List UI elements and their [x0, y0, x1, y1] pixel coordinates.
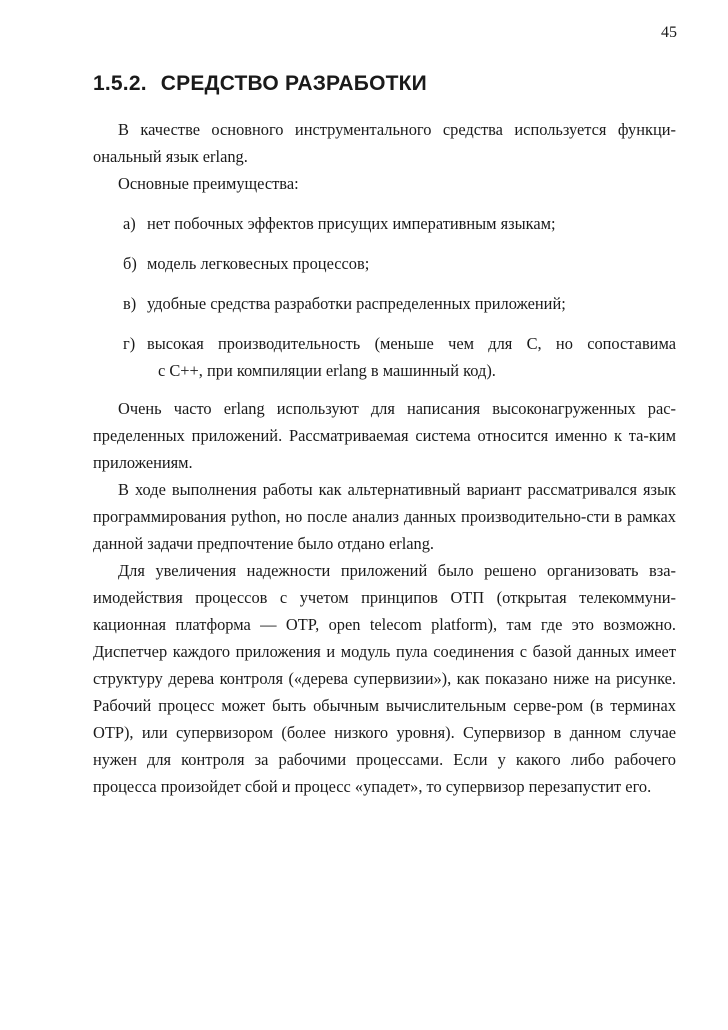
- document-body: [93, 116, 676, 800]
- advantages-list: [93, 210, 676, 384]
- list-item-text: удобные средства разработки распределенных приложений;: [147, 294, 566, 313]
- intro-paragraph: В качестве основного инструментального средства используется функци-ональный язык erlang.: [93, 120, 676, 166]
- body-paragraph: Для увеличения надежности приложений было решено организовать вза-имодействия процессов с учетом принципов ОТП (открытая телекоммуни-кационная платформа — OTP, open telecom platform), там где это возможно. Диспетчер каждого приложения и модуль пула соединения с базой данных имеет структуру дерева контроля («дерева супервизии»), как показано ниже на рисунке. Рабочий процесс может быть обычным вычислительным серве-ром (в терминах OTP), или супервизором (более низкого уровня). Супервизор в данном случае нужен для контроля за рабочими процессами. Если у какого либо рабочего процесса произойдет сбой и процесс «упадет», то супервизор перезапустит его.: [93, 561, 676, 796]
- list-item: [93, 210, 676, 237]
- page-number: 45: [661, 24, 677, 41]
- list-item: [93, 330, 676, 384]
- list-item-text-line: с C++, при компиляции erlang в машинный код).: [158, 361, 496, 380]
- section-number: 1.5.2.: [93, 72, 147, 95]
- body-paragraph: В ходе выполнения работы как альтернативный вариант рассматривался язык программирования python, но после анализ данных производительно-сти в рамках данной задачи предпочтение было отдано erlang.: [93, 480, 676, 553]
- list-marker: а): [123, 214, 136, 233]
- list-item-text-line: высокая производительность (меньше чем для C, но сопоставима: [147, 334, 676, 353]
- section-title: СРЕДСТВО РАЗРАБОТКИ: [160, 72, 427, 95]
- list-item: [93, 290, 676, 317]
- advantages-intro: Основные преимущества:: [118, 174, 299, 193]
- list-item-text: модель легковесных процессов;: [147, 254, 370, 273]
- list-item-text: нет побочных эффектов присущих императивным языкам;: [147, 214, 556, 233]
- list-marker: б): [123, 254, 137, 273]
- list-marker: г): [123, 334, 136, 353]
- section-heading: [93, 72, 427, 96]
- list-item: [93, 250, 676, 277]
- list-marker: в): [123, 294, 137, 313]
- body-paragraph: Очень часто erlang используют для написания высоконагруженных рас-пределенных приложений. Рассматриваемая система относится именно к та-ким приложениям.: [93, 399, 676, 472]
- list-item-text: [147, 330, 676, 384]
